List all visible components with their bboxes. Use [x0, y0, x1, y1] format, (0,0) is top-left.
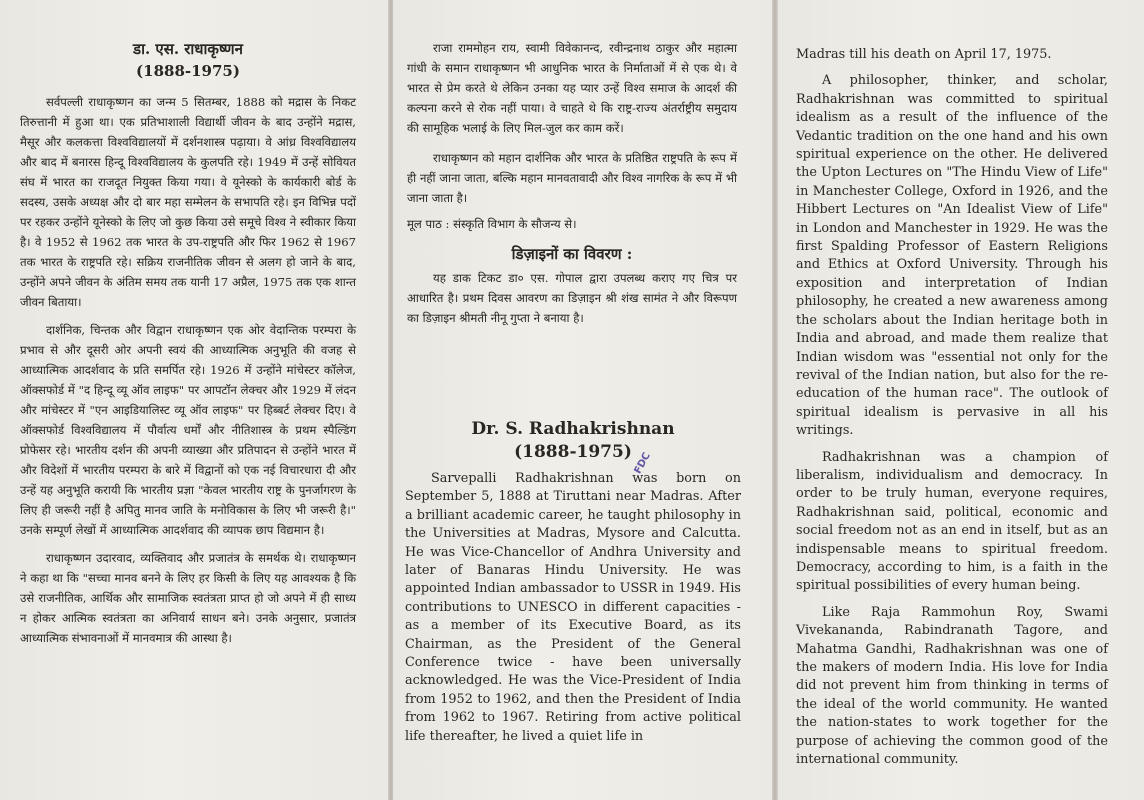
english-paragraph-4: Like Raja Rammohun Roy, Swami Vivekananda, Rabindranath Tagore, and Mahatma Gandhi, Radhakrishnan was one of the makers of modern India. His love for India did not prevent him from thinking in terms of the ideal of the world community. He wanted the nation-states to work together for the purpose of achieving the common good of the international community.: [796, 604, 1108, 768]
left-panel-hindi: [0, 0, 388, 800]
source-credit: मूल पाठ : संस्कृति विभाग के सौजन्य से।: [407, 217, 577, 231]
right-panel-english: [778, 0, 1144, 800]
hindi-paragraph-5: राधाकृष्णन को महान दार्शनिक और भारत के प्रतिष्ठित राष्ट्रपति के रूप में ही नहीं जाना जाता, बल्कि महान मानवतावादी और विश्व नागरिक के रूप में भी जाना जाता है।: [407, 151, 737, 205]
english-title: Dr. S. Radhakrishnan: [471, 419, 675, 439]
hindi-title: डा. एस. राधाकृष्णन: [133, 40, 243, 58]
design-heading: डिज़ाइनों का विवरण :: [511, 245, 633, 263]
hindi-paragraph-3: राधाकृष्णन उदारवाद, व्यक्तिवाद और प्रजातंत्र के समर्थक थे। राधाकृष्णन ने कहा था कि "सच्चा मानव बनने के लिए हर किसी के लिए यह आवश्यक है कि उसे राजनीतिक, आर्थिक और सामाजिक स्वतंत्रता प्राप्त हो जो अपने में ही साध्य न होकर आत्मिक स्वतंत्रता का अनिवार्य साधन बने। उनके अनुसार, प्रजातंत्र आध्यात्मिक संभावनाओं में मानवमात्र की आस्था है।: [20, 551, 356, 645]
english-paragraph-3: Radhakrishnan was a champion of liberalism, individualism and democracy. In order to be truly human, everyone requires, Radhakrishnan said, political, economic and social freedom not as an end in itself, but as an indispensable means to spiritual freedom. Democracy, according to him, is a faith in the spiritual possibilities of every human being.: [796, 449, 1108, 594]
hindi-paragraph-2: दार्शनिक, चिन्तक और विद्वान राधाकृष्णन एक ओर वेदान्तिक परम्परा के प्रभाव से और दूसरी ओर अपनी स्वयं की आध्यात्मिक अनुभूति की वजह से आध्यात्मिक आदर्शवाद के प्रति समर्पित रहे। 1926 में उन्होंने मांचेस्टर कॉलेज, ऑक्सफोर्ड में "द हिन्दू व्यू ऑव लाइफ" पर आपटॉन लेक्चर और 1929 में लंदन और मांचेस्टर में "एन आइडियालिस्ट व्यू ऑव लाइफ" पर हिब्बर्ट लेक्चर दिए। वे ऑक्सफोर्ड विश्वविद्यालय में पौर्वात्य धर्मों और नीतिशास्त्र के प्रथम स्पैल्डिंग प्रोफेसर रहे। भारतीय दर्शन की अपनी व्याख्या और प्रतिपादन से उन्होंने भारत में और विदेशों में भारतीय परम्परा के बारे में विद्वानों को एक नई विचारधारा दी और उन्हें यह अनुभूति करायी कि भारतीय प्रज्ञा "केवल भारतीय राष्ट्र के पुनर्जागरण के लिए ही जरूरी नहीं है अपितु मानव जाति के मनोविकास के लिए भी जरूरी है।" उनके सम्पूर्ण लेखों में आध्यात्मिक आदर्शवाद की व्यापक छाप विद्यमान है।: [20, 323, 356, 537]
hindi-years: (1888-1975): [136, 62, 240, 80]
hindi-paragraph-1: सर्वपल्ली राधाकृष्णन का जन्म 5 सितम्बर, 1888 को मद्रास के निकट तिरुत्तानी में हुआ था। एक प्रतिभाशाली विद्यार्थी जीवन के बाद उन्होंने मद्रास, मैसूर और कलकत्ता विश्वविद्यालयों में दर्शनशास्त्र पढ़ाया। वे आंध्र विश्वविद्यालय और बाद में बनारस हिन्दू विश्वविद्यालय के कुलपति रहे। 1949 में उन्हें सोवियत संघ में भारत का राजदूत नियुक्त किया गया। वे यूनेस्को के कार्यकारी बोर्ड के सदस्य, उसके अध्यक्ष और दो बार महा सम्मेलन के सभापति रहे। इन विभिन्न पदों पर रहकर उन्होंने यूनेस्को के लिए जो कुछ किया उसे समूचे विश्व ने स्वीकार किया है। वे 1952 से 1962 तक भारत के उप-राष्ट्रपति और फिर 1962 से 1967 तक भारत के राष्ट्रपति रहे। सक्रिय राजनीतिक जीवन से अलग हो जाने के बाद, उन्होंने अपने जीवन के अंतिम समय तक यानी 17 अप्रैल, 1975 तक एक शान्त जीवन बिताया।: [20, 95, 356, 309]
english-paragraph-1: Sarvepalli Radhakrishnan was born on September 5, 1888 at Tiruttani near Madras. After a brilliant academic career, he taught philosophy in the Universities at Madras, Mysore and Calcutta. He was Vice-Chancellor of Andhra University and later of Banaras Hindu University. He was appointed Indian ambassador to USSR in 1949. His contributions to UNESCO in different capacities - as a member of its Executive Board, as its Chairman, as the President of the General Conference twice - have been universally acknowledged. He was the Vice-President of India from 1952 to 1962, and then the President of India from 1962 to 1967. Retiring from active political life thereafter, he lived a quiet life in: [405, 471, 741, 744]
design-description: यह डाक टिकट डा० एस. गोपाल द्वारा उपलब्ध कराए गए चित्र पर आधारित है। प्रथम दिवस आवरण का डिज़ाइन श्री शंख सामंत ने और विरूपण का डिज़ाइन श्रीमती नीनू गुप्ता ने बनाया है।: [407, 271, 737, 325]
cancellation-stamp-mark: FDC: [632, 450, 653, 476]
english-paragraph-2: A philosopher, thinker, and scholar, Radhakrishnan was committed to spiritual idealism as a result of the influence of the Vedantic tradition on the one hand and his own spiritual experience on the other. He delivered the Upton Lectures on "The Hindu View of Life" in Manchester College, Oxford in 1926, and the Hibbert Lectures on "An Idealist View of Life" in London and Manchester in 1929. He was the first Spalding Professor of Eastern Religions and Ethics at Oxford University. Through his exposition and interpretation of Indian philosophy, he created a new awareness among the scholars about the Indian heritage both in India and abroad, and made them realize that Indian wisdom was "essential not only for the revival of the Indian nation, but also for the re-education of the human race". The outlook of spiritual idealism is pervasive in all his writings.: [796, 73, 1108, 439]
english-paragraph-continued: Madras till his death on April 17, 1975.: [796, 47, 1052, 62]
middle-panel: [393, 0, 773, 800]
english-years: (1888-1975): [514, 442, 632, 462]
hindi-paragraph-4: राजा राममोहन राय, स्वामी विवेकानन्द, रवीन्द्रनाथ ठाकुर और महात्मा गांधी के समान राधाकृष्णन भी आधुनिक भारत के निर्माताओं में से एक थे। वे भारत से प्रेम करते थे लेकिन उनका यह प्यार उन्हें विश्व समाज के आदर्श की कल्पना करने से रोक नहीं पाया। वे चाहते थे कि राष्ट्र-राज्य अंतर्राष्ट्रीय समुदाय की सामूहिक भलाई के लिए मिल-जुल कर काम करें।: [407, 41, 737, 135]
